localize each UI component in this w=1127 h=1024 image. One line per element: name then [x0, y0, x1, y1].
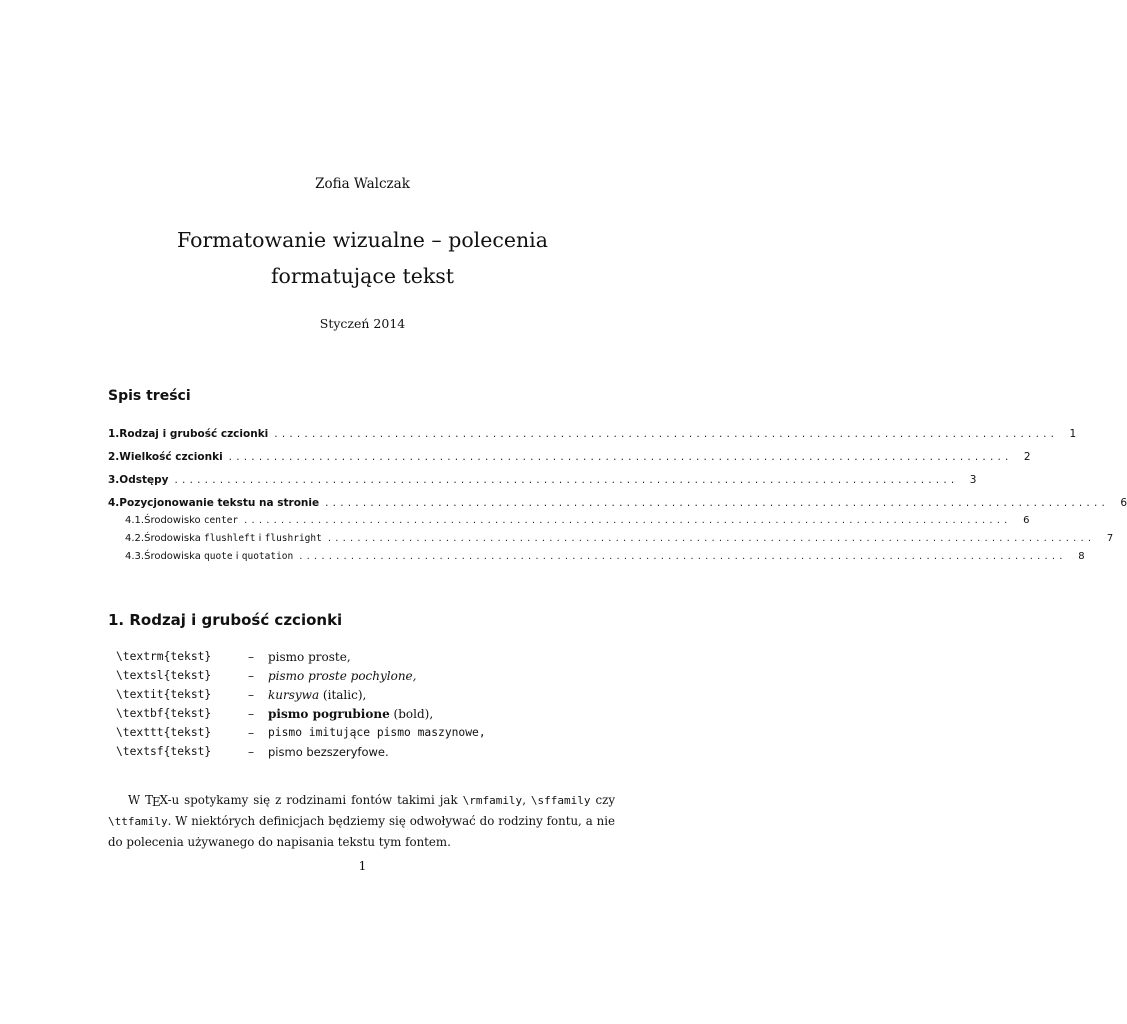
body-paragraph: W TEX-u spotykamy się z rodzinami fontów takimi jak \rmfamily, \sffamily czy \ttfamily. W niektórych definicjach będziemy się odwoływać do rodziny fontu, a nie do polecenia używanego do napisania tekstu tym fontem. [108, 793, 615, 849]
inline-code: \ttfamily [108, 815, 168, 828]
inline-code: \rmfamily [462, 794, 523, 807]
toc-page: 3 [969, 474, 977, 486]
title-line-1: Formatowanie wizualne – polecenia [177, 228, 548, 252]
toc-entry-2[interactable] [108, 451, 1031, 467]
dash: – [248, 726, 254, 740]
toc-code: quotation [241, 551, 294, 562]
toc-entry-4[interactable] [108, 497, 1127, 513]
command-code: \textit{tekst} [116, 688, 212, 701]
toc-leader: ........................................................................................................ [244, 515, 1012, 526]
command-description: pismo proste pochylone, [268, 669, 417, 683]
inline-code: \sffamily [530, 794, 591, 807]
toc-entry-3[interactable] [108, 474, 977, 490]
dash: – [248, 669, 254, 683]
toc-page: 6 [1023, 515, 1030, 526]
command-description: pismo imitujące pismo maszynowe, [268, 726, 486, 739]
toc-title: Odstępy [119, 474, 169, 486]
page-number: 1 [358, 858, 367, 873]
command-code: \textrm{tekst} [116, 650, 212, 663]
toc-leader: ........................................................................................................ [174, 474, 959, 486]
toc-page: 6 [1120, 497, 1127, 509]
toc-title: Rodzaj i grubość czcionki [119, 428, 269, 440]
toc-number: 4.3. [125, 551, 145, 562]
toc-number: 2. [108, 451, 120, 463]
title-line-2: formatujące tekst [270, 264, 455, 288]
toc-entry-4-2[interactable] [125, 533, 1114, 549]
toc-entry-4-1[interactable] [125, 515, 1030, 531]
toc-title: Środowiska flushleft i flushright [144, 533, 322, 544]
command-code: \textsf{tekst} [116, 745, 212, 758]
dash: – [248, 688, 254, 702]
dash: – [248, 707, 254, 721]
command-code: \texttt{tekst} [116, 726, 212, 739]
command-description: kursywa (italic), [268, 688, 367, 702]
command-code: \textbf{tekst} [116, 707, 212, 720]
toc-title: Środowiska quote i quotation [144, 551, 294, 562]
toc-page: 1 [1069, 428, 1077, 440]
toc-entry-4-3[interactable] [125, 551, 1085, 567]
dash: – [248, 650, 254, 664]
command-description: pismo bezszeryfowe. [268, 745, 389, 759]
toc-code: flushleft [204, 533, 256, 544]
toc-leader: ........................................................................................................ [325, 497, 1110, 509]
toc-code: center [203, 515, 239, 526]
toc-leader: ........................................................................................................ [327, 533, 1096, 544]
dash: – [248, 745, 254, 759]
date: Styczeń 2014 [319, 316, 406, 331]
toc-leader: ........................................................................................................ [228, 451, 1013, 463]
section-heading: 1. Rodzaj i grubość czcionki [108, 611, 343, 629]
toc-title: Wielkość czcionki [119, 451, 223, 463]
toc-heading: Spis treści [108, 388, 191, 404]
toc-title: Środowisko center [144, 515, 239, 526]
toc-page: 7 [1106, 533, 1114, 544]
toc-page: 8 [1078, 551, 1085, 562]
toc-code: flushright [264, 533, 322, 544]
toc-number: 3. [108, 474, 120, 486]
toc-code: quote [204, 551, 233, 562]
command-code: \textsl{tekst} [116, 669, 212, 682]
author: Zofia Walczak [315, 176, 410, 192]
toc-page: 2 [1023, 451, 1031, 463]
command-description: pismo pogrubione (bold), [268, 707, 434, 721]
command-description: pismo proste, [268, 650, 351, 664]
toc-number: 4.2. [125, 533, 145, 544]
toc-entry-1[interactable] [108, 428, 1077, 444]
toc-leader: ........................................................................................................ [299, 551, 1067, 562]
toc-leader: ........................................................................................................ [274, 428, 1059, 440]
toc-number: 4. [108, 497, 120, 509]
toc-number: 1. [108, 428, 120, 440]
toc-number: 4.1. [125, 515, 145, 526]
toc-title: Pozycjonowanie tekstu na stronie [119, 497, 320, 509]
